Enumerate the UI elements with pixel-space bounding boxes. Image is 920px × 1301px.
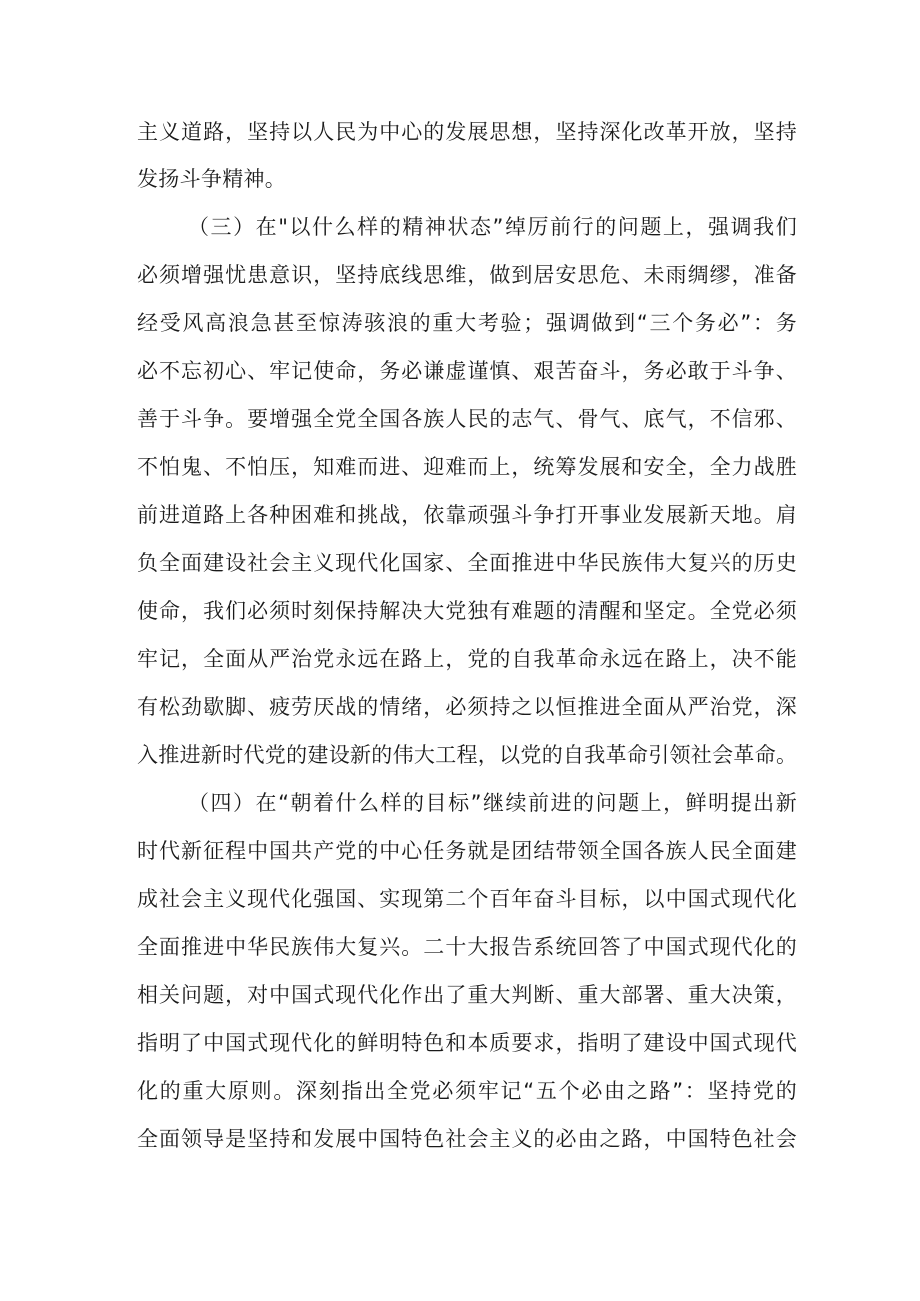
text-line: 化的重大原则。深刻指出全党必须牢记“五个必由之路”：坚持党的 (137, 1079, 797, 1103)
text-line: 全面领导是坚持和发展中国特色社会主义的必由之路，中国特色社会 (137, 1127, 797, 1151)
text-line: 入推进新时代党的建设新的伟大工程，以党的自我革命引领社会革命。 (137, 743, 798, 767)
text-line: 前进道路上各种困难和挑战，依靠顽强斗争打开事业发展新天地。肩 (137, 503, 797, 527)
text-line: 负全面建设社会主义现代化国家、全面推进中华民族伟大复兴的历史 (137, 551, 797, 575)
text-line: 主义道路，坚持以人民为中心的发展思想，坚持深化改革开放，坚持 (137, 120, 797, 144)
text-line: 指明了中国式现代化的鲜明特色和本质要求，指明了建设中国式现代 (137, 1031, 797, 1055)
text-line: 时代新征程中国共产党的中心任务就是团结带领全国各族人民全面建 (137, 839, 797, 863)
text-line: 经受风高浪急甚至惊涛骇浪的重大考验；强调做到“三个务必”：务 (137, 311, 797, 335)
text-line: 发扬斗争精神。 (137, 167, 287, 191)
text-line: 善于斗争。要增强全党全国各族人民的志气、骨气、底气，不信邪、 (137, 407, 797, 431)
text-line: 必须增强忧患意识，坚持底线思维，做到居安思危、未雨绸缪，准备 (137, 263, 797, 287)
text-line: 相关问题，对中国式现代化作出了重大判断、重大部署、重大决策， (137, 983, 797, 1007)
text-line: 不怕鬼、不怕压，知难而进、迎难而上，统筹发展和安全，全力战胜 (137, 455, 797, 479)
text-line: 有松劲歇脚、疲劳厌战的情绪，必须持之以恒推进全面从严治党，深 (137, 695, 797, 719)
text-line: 成社会主义现代化强国、实现第二个百年奋斗目标，以中国式现代化 (137, 887, 797, 911)
text-line: 牢记，全面从严治党永远在路上，党的自我革命永远在路上，决不能 (137, 647, 797, 671)
paragraph-heading-line: （四）在“朝着什么样的目标”继续前进的问题上，鲜明提出新 (188, 791, 797, 815)
paragraph-heading-line: （三）在"以什么样的精神状态”绰厉前行的问题上，强调我们 (188, 215, 797, 239)
text-line: 全面推进中华民族伟大复兴。二十大报告系统回答了中国式现代化的 (137, 935, 797, 959)
text-line: 必不忘初心、牢记使命，务必谦虚谨慎、艰苦奋斗，务必敢于斗争、 (137, 359, 797, 383)
text-line: 使命，我们必须时刻保持解决大党独有难题的清醒和坚定。全党必须 (137, 599, 797, 623)
